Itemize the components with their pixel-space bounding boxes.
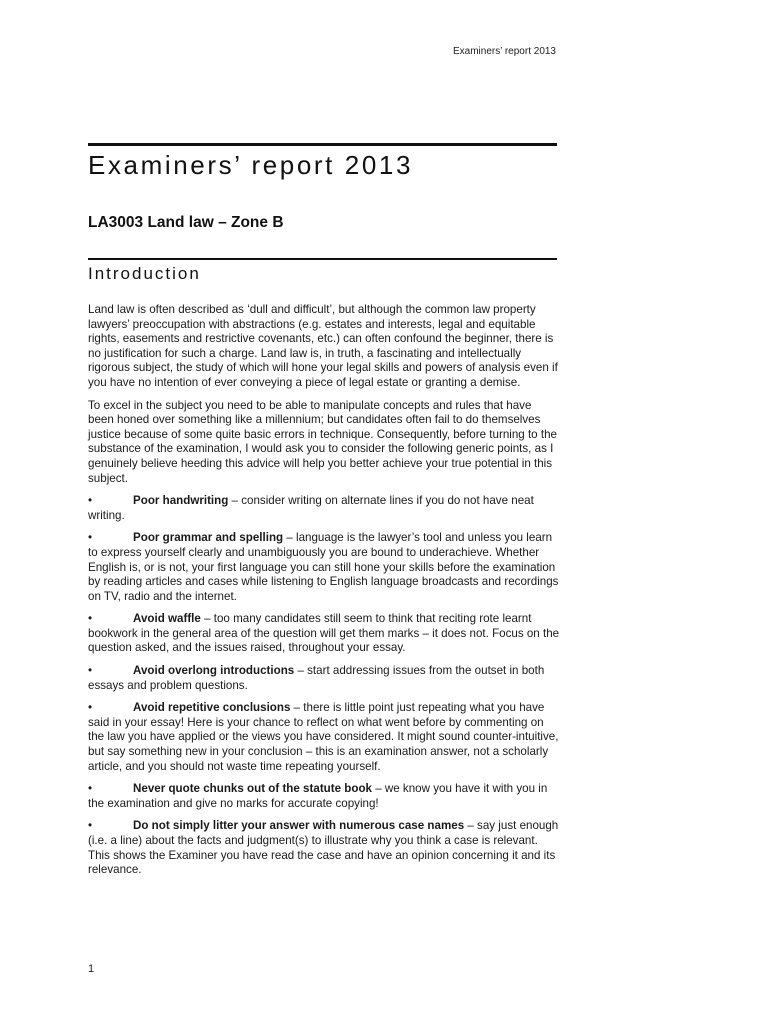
bullet-item — [88, 612, 560, 656]
page-number: 1 — [88, 963, 95, 975]
section-heading: Introduction — [88, 264, 201, 283]
paragraph: To excel in the subject you need to be able to manipulate concepts and rules that have been honed over something like a millennium; but candidates often fail to do themselves justice because of some quite basic errors in technique. Consequently, before turning to the substance of the examination, I would ask you to consider the following generic points, as I genuinely believe heeding this advice will help you better achieve your true potential in this subject. — [88, 398, 557, 485]
section-rule — [88, 258, 557, 260]
bullet-heading: Poor handwriting — [133, 494, 229, 508]
bullet-text: – there is little point just repeating what you have said in your essay! Here is your chance to reflect on what went before by commenting on the law you have applied or the views you have considered. It might sound counter-intuitive, but say something new in your conclusion – this is an examination answer, not a scholarly article, and you should not waste time repeating yourself. — [88, 701, 559, 773]
bullet-text: – we know you have it with you in the examination and give no marks for accurate copying! — [88, 782, 548, 810]
bullet-heading: Avoid waffle — [133, 612, 201, 626]
bullet-text: – say just enough (i.e. a line) about the facts and judgment(s) to illustrate why you think a case is relevant. This shows the Examiner you have read the case and have an opinion concerning it and its relevance. — [88, 819, 559, 877]
bullet-item — [88, 782, 560, 811]
bullet-item — [88, 819, 560, 877]
bullet-heading: Do not simply litter your answer with numerous case names — [133, 819, 465, 833]
bullet-heading: Avoid repetitive conclusions — [133, 701, 291, 715]
running-header: Examiners’ report 2013 — [452, 46, 556, 57]
bullet-marker: • — [88, 531, 93, 545]
bullet-marker: • — [88, 819, 93, 833]
page-title: Examiners’ report 2013 — [88, 150, 414, 180]
bullet-heading: Avoid overlong introductions — [133, 664, 295, 678]
bullet-text: – consider writing on alternate lines if you do not have neat writing. — [88, 494, 534, 522]
course-title: LA3003 Land law – Zone B — [88, 214, 284, 231]
title-rule — [88, 143, 557, 146]
body-text — [88, 303, 560, 886]
bullet-marker: • — [88, 782, 93, 796]
bullet-item — [88, 494, 560, 523]
bullet-text: – start addressing issues from the outset in both essays and problem questions. — [88, 664, 545, 692]
bullet-text: – too many candidates still seem to think that reciting rote learnt bookwork in the general area of the question will get them marks – it does not. Focus on the question asked, and the issues raised, throughout your essay. — [88, 612, 560, 655]
bullet-heading: Poor grammar and spelling — [133, 531, 284, 545]
bullet-heading: Never quote chunks out of the statute book — [133, 782, 372, 796]
paragraph: Land law is often described as ‘dull and difficult’, but although the common law property lawyers’ preoccupation with abstractions (e.g. estates and interests, legal and equitable rights, easements and restrictive covenants, etc.) can often confound the beginner, there is no justification for such a charge. Land law is, in truth, a fascinating and intellectually rigorous subject, the study of which will hone your legal skills and powers of analysis even if you have no intention of ever conveying a piece of legal estate or granting a demise. — [88, 303, 558, 389]
bullet-marker: • — [88, 664, 93, 678]
bullet-item — [88, 531, 560, 604]
bullet-text: – language is the lawyer’s tool and unless you learn to express yourself clearly and unambiguously you are bound to underachieve. Whether English is, or is not, your first language you can still hone your skills before the examination by reading articles and cases while listening to English language broadcasts and recordings on TV, radio and the internet. — [88, 531, 559, 603]
bullet-marker: • — [88, 494, 93, 508]
bullet-marker: • — [88, 701, 93, 715]
bullet-marker: • — [88, 612, 93, 626]
bullet-item — [88, 701, 560, 774]
bullet-item — [88, 664, 560, 693]
